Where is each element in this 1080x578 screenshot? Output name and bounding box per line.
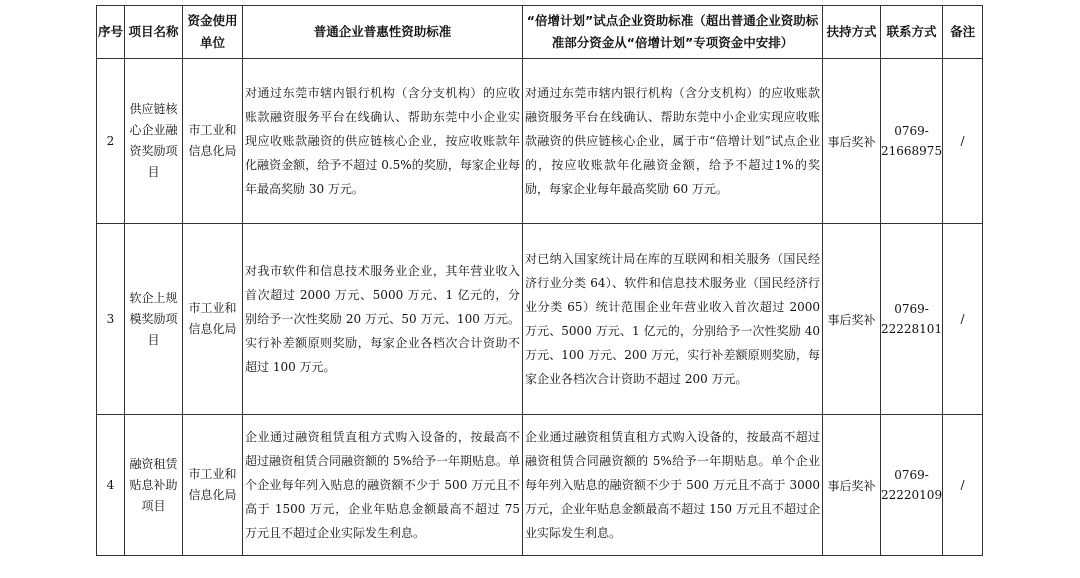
cell-contact: 0769-21668975 (881, 59, 943, 224)
cell-project-name: 供应链核心企业融资奖励项目 (125, 59, 183, 224)
cell-special-standard: 对通过东莞市辖内银行机构（含分支机构）的应收账款融资服务平台在线确认、帮助东莞中小企业实现应收账款融资的供应链核心企业，属于市“倍增计划”试点企业的，按应收账款年化融资金额，给予不超过1%的奖励，每家企业每年最高奖励 60 万元。 (523, 59, 823, 224)
cell-contact: 0769-22220109 (881, 415, 943, 556)
cell-note: / (943, 415, 983, 556)
header-method: 扶持方式 (823, 6, 881, 59)
cell-seq: 3 (97, 224, 125, 415)
header-row (97, 6, 983, 59)
table-row (97, 59, 983, 224)
header-general: 普通企业普惠性资助标准 (243, 6, 523, 59)
cell-unit: 市工业和信息化局 (183, 224, 243, 415)
cell-support-method: 事后奖补 (823, 224, 881, 415)
cell-seq: 4 (97, 415, 125, 556)
cell-general-standard: 对我市软件和信息技术服务业企业，其年营业收入首次超过 2000 万元、5000 万元、1 亿元的，分别给予一次性奖励 20 万元、50 万元、100 万元。实行补差额原则奖励，每家企业各档次合计资助不超过 100 万元。 (243, 224, 523, 415)
cell-note: / (943, 224, 983, 415)
header-note: 备注 (943, 6, 983, 59)
header-name: 项目名称 (125, 6, 183, 59)
cell-note: / (943, 59, 983, 224)
policy-table (96, 5, 983, 556)
cell-support-method: 事后奖补 (823, 415, 881, 556)
cell-general-standard: 对通过东莞市辖内银行机构（含分支机构）的应收账款融资服务平台在线确认、帮助东莞中小企业实现应收账款融资的供应链核心企业，按应收账款年化融资金额，给予不超过 0.5%的奖励，每家企业每年最高奖励 30 万元。 (243, 59, 523, 224)
cell-unit: 市工业和信息化局 (183, 59, 243, 224)
cell-general-standard: 企业通过融资租赁直租方式购入设备的，按最高不超过融资租赁合同融资额的 5%给予一年期贴息。单个企业每年列入贴息的融资额不少于 500 万元且不高于 1500 万元，企业年贴息金额最高不超过 75 万元且不超过企业实际发生利息。 (243, 415, 523, 556)
table-row (97, 415, 983, 556)
cell-project-name: 融资租赁贴息补助项目 (125, 415, 183, 556)
table-row (97, 224, 983, 415)
header-contact: 联系方式 (881, 6, 943, 59)
cell-special-standard: 企业通过融资租赁直租方式购入设备的，按最高不超过融资租赁合同融资额的 5%给予一年期贴息。单个企业每年列入贴息的融资额不少于 500 万元且不高于 3000 万元，企业年贴息金额最高不超过 150 万元且不超过企业实际发生利息。 (523, 415, 823, 556)
cell-seq: 2 (97, 59, 125, 224)
cell-support-method: 事后奖补 (823, 59, 881, 224)
cell-contact: 0769-22228101 (881, 224, 943, 415)
header-seq: 序号 (97, 6, 125, 59)
cell-project-name: 软企上规模奖励项目 (125, 224, 183, 415)
header-special: “倍增计划”试点企业资助标准（超出普通企业资助标准部分资金从“倍增计划”专项资金中安排） (523, 6, 823, 59)
cell-unit: 市工业和信息化局 (183, 415, 243, 556)
cell-special-standard: 对已纳入国家统计局在库的互联网和相关服务（国民经济行业分类 64）、软件和信息技术服务业（国民经济行业分类 65）统计范围企业年营业收入首次超过 2000 万元、5000 万元、1 亿元的，分别给予一次性奖励 40 万元、100 万元、200 万元，实行补差额原则奖励，每家企业各档次合计资助不超过 200 万元。 (523, 224, 823, 415)
header-unit: 资金使用单位 (183, 6, 243, 59)
